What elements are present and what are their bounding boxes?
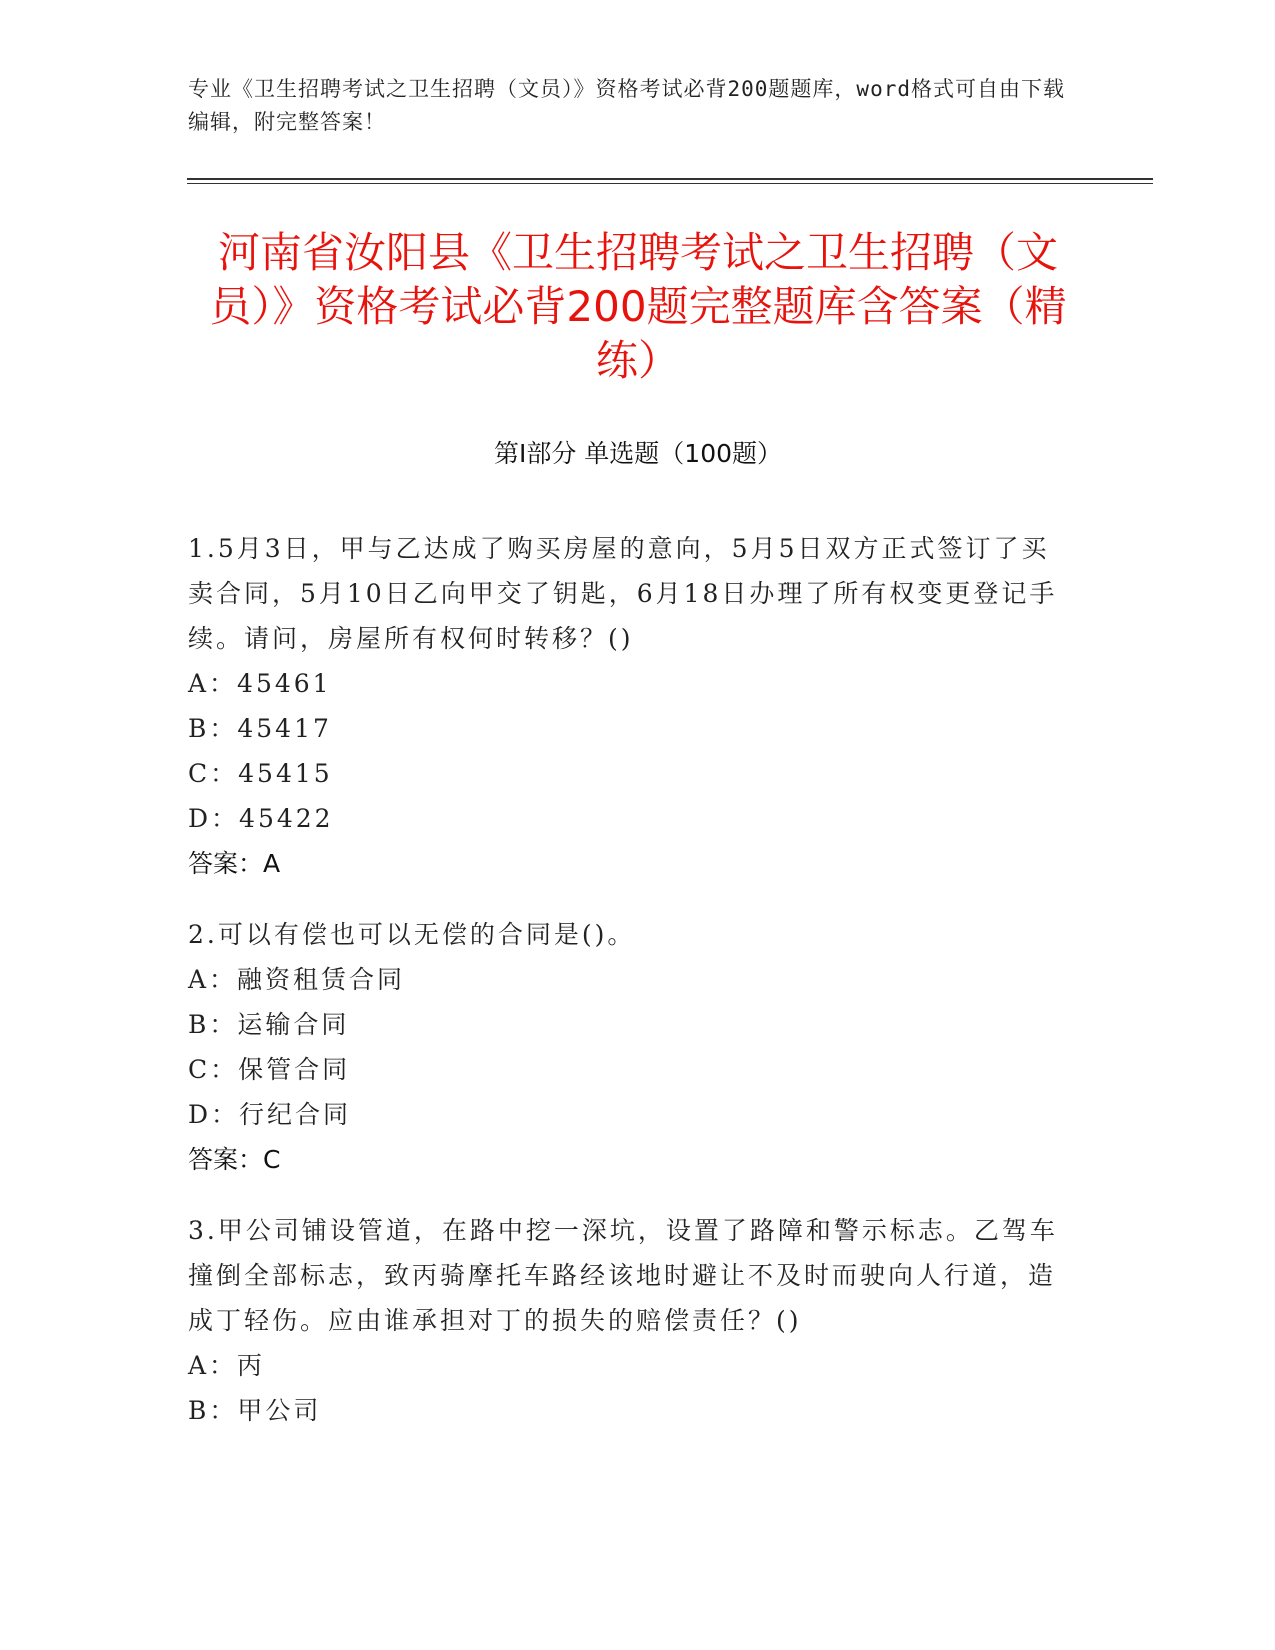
question-item bbox=[188, 526, 1068, 886]
question-option-b: B：45417 bbox=[188, 714, 332, 743]
question-option-a: A：45461 bbox=[188, 669, 332, 698]
question-option-a: A：融资租赁合同 bbox=[188, 965, 406, 994]
question-option-c: C：45415 bbox=[188, 759, 333, 788]
question-option-b: B：甲公司 bbox=[188, 1396, 322, 1425]
question-option-d: D：45422 bbox=[188, 804, 334, 833]
question-item bbox=[188, 1208, 1068, 1433]
header-note: 专业《卫生招聘考试之卫生招聘（文员）》资格考试必背200题题库，word格式可自由下载编辑，附完整答案！ bbox=[188, 77, 1065, 134]
document-title: 河南省汝阳县《卫生招聘考试之卫生招聘（文员）》资格考试必背200题完整题库含答案（精练） bbox=[209, 228, 1067, 385]
question-answer: 答案：C bbox=[188, 1145, 281, 1174]
question-list bbox=[188, 526, 1068, 1459]
question-stem: 2.可以有偿也可以无偿的合同是()。 bbox=[188, 920, 636, 949]
question-option-a: A：丙 bbox=[188, 1351, 266, 1380]
question-stem: 1.5月3日，甲与乙达成了购买房屋的意向，5月5日双方正式签订了买卖合同，5月10日乙向甲交了钥匙，6月18日办理了所有权变更登记手续。请问，房屋所有权何时转移？() bbox=[188, 534, 1058, 653]
question-answer: 答案：A bbox=[188, 849, 281, 878]
section-heading: 第I部分 单选题（100题） bbox=[493, 439, 783, 468]
question-item bbox=[188, 912, 1068, 1182]
question-option-b: B：运输合同 bbox=[188, 1010, 350, 1039]
header-rule-thin bbox=[187, 183, 1153, 184]
header-rule-thick bbox=[187, 178, 1153, 180]
question-option-c: C：保管合同 bbox=[188, 1055, 351, 1084]
question-stem: 3.甲公司铺设管道，在路中挖一深坑，设置了路障和警示标志。乙驾车撞倒全部标志，致丙骑摩托车路经该地时避让不及时而驶向人行道，造成丁轻伤。应由谁承担对丁的损失的赔偿责任？() bbox=[188, 1216, 1058, 1335]
question-option-d: D：行纪合同 bbox=[188, 1100, 352, 1129]
